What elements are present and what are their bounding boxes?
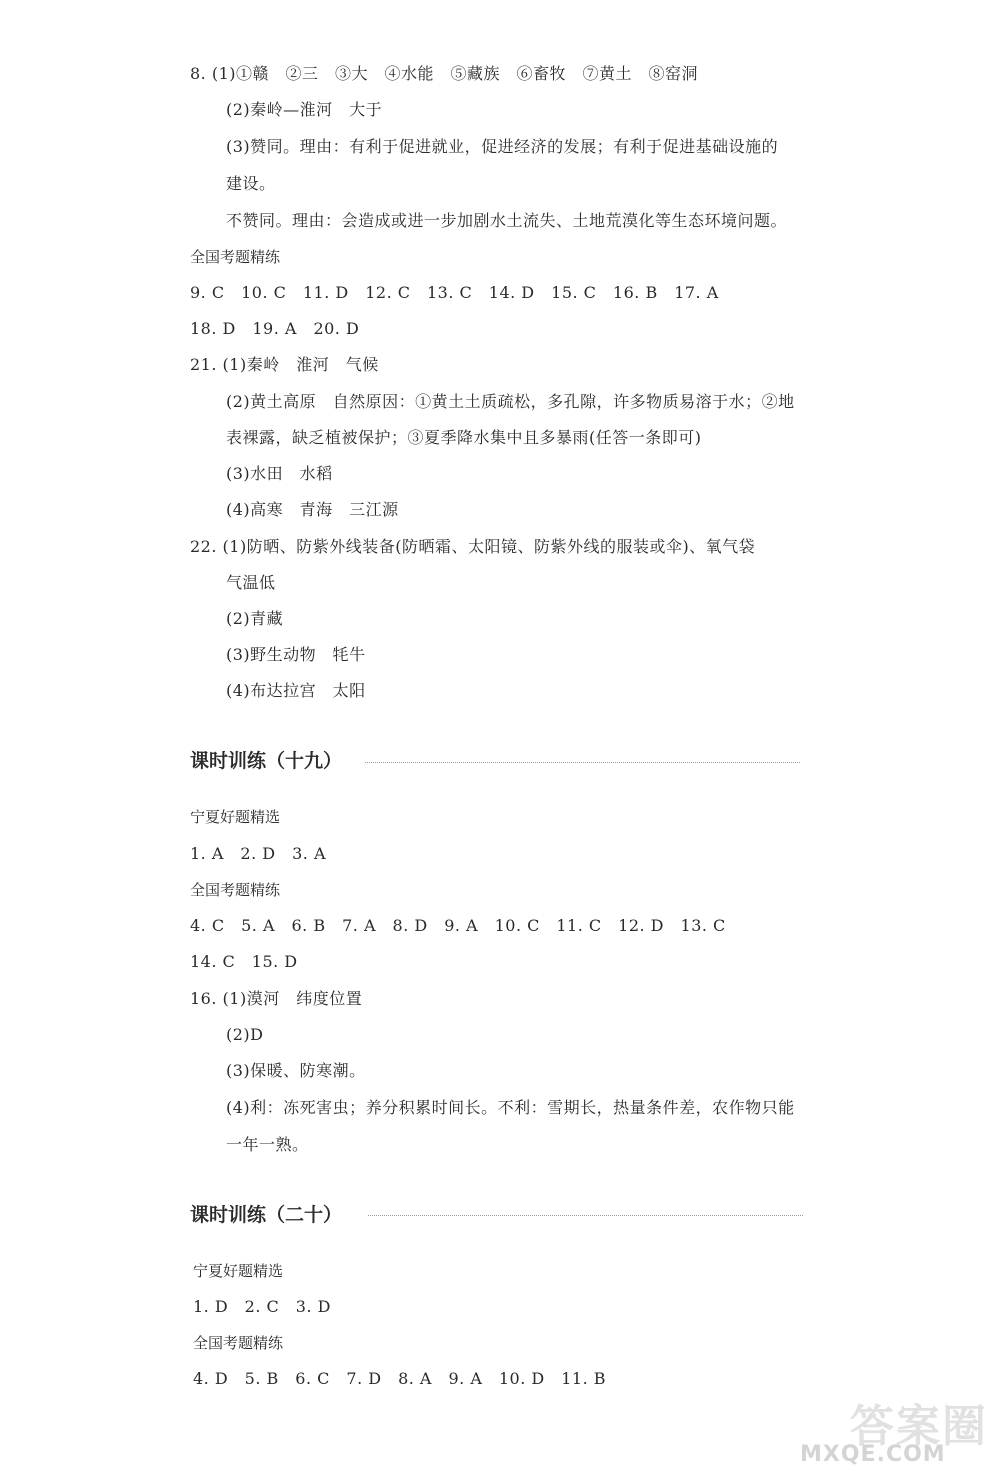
- section-heading-ningxia: 宁夏好题精选: [190, 808, 281, 826]
- mc-answers-row: 4. D 5. B 6. C 7. D 8. A 9. A 10. D 11. B: [193, 1369, 607, 1388]
- section-divider: [365, 762, 800, 763]
- q22-part1-line1: 22. (1)防晒、防紫外线装备(防晒霜、太阳镜、防紫外线的服装或伞)、氧气袋: [190, 537, 756, 556]
- q8-part1: 8. (1)①赣 ②三 ③大 ④水能 ⑤藏族 ⑥畜牧 ⑦黄土 ⑧窑洞: [190, 64, 699, 83]
- watermark-logo: [800, 1390, 990, 1470]
- q22-part1-line2: 气温低: [226, 573, 276, 592]
- section-heading-national: 全国考题精练: [190, 248, 281, 266]
- section-heading-national: 全国考题精练: [193, 1334, 284, 1352]
- watermark-text-bottom: MXQE.COM: [800, 1442, 946, 1467]
- q22-part4: (4)布达拉宫 太阳: [226, 681, 366, 700]
- mc-answers-row: 9. C 10. C 11. D 12. C 13. C 14. D 15. C 16. B 17. A: [190, 283, 719, 302]
- q16-part4-line1: (4)利：冻死害虫；养分积累时间长。不利：雪期长，热量条件差，农作物只能: [226, 1098, 795, 1117]
- q16-part3: (3)保暖、防寒潮。: [226, 1061, 366, 1080]
- lesson-20-title: 课时训练（二十）: [190, 1204, 343, 1226]
- q22-part3: (3)野生动物 牦牛: [226, 645, 366, 664]
- q8-part3-line3: 不赞同。理由：会造成或进一步加剧水土流失、土地荒漠化等生态环境问题。: [226, 211, 788, 230]
- q16-part2: (2)D: [226, 1025, 264, 1044]
- q16-part4-line2: 一年一熟。: [226, 1135, 309, 1154]
- lesson-19-title: 课时训练（十九）: [190, 750, 343, 772]
- mc-answers-row: 4. C 5. A 6. B 7. A 8. D 9. A 10. C 11. C 12. D 13. C: [190, 916, 726, 935]
- section-heading-ningxia: 宁夏好题精选: [193, 1262, 284, 1280]
- ningxia-answers-row: 1. A 2. D 3. A: [190, 844, 326, 863]
- q8-part3-line2: 建设。: [226, 174, 276, 193]
- mc-answers-row: 18. D 19. A 20. D: [190, 319, 360, 338]
- q21-part3: (3)水田 水稻: [226, 464, 333, 483]
- q16-part1: 16. (1)漠河 纬度位置: [190, 989, 363, 1008]
- watermark-text-top: 答案圈: [850, 1401, 988, 1452]
- ningxia-answers-row: 1. D 2. C 3. D: [193, 1297, 331, 1316]
- q21-part2-line2: 表裸露，缺乏植被保护；③夏季降水集中且多暴雨(任答一条即可): [226, 428, 702, 447]
- q8-part2: (2)秦岭—淮河 大于: [226, 100, 383, 119]
- q21-part4: (4)高寒 青海 三江源: [226, 500, 399, 519]
- q21-part1: 21. (1)秦岭 淮河 气候: [190, 355, 379, 374]
- section-heading-national: 全国考题精练: [190, 881, 281, 899]
- q21-part2-line1: (2)黄土高原 自然原因：①黄土土质疏松，多孔隙，许多物质易溶于水；②地: [226, 392, 795, 411]
- q8-part3-line1: (3)赞同。理由：有利于促进就业，促进经济的发展；有利于促进基础设施的: [226, 137, 779, 156]
- q22-part2: (2)青藏: [226, 609, 284, 628]
- section-divider: [368, 1215, 803, 1216]
- mc-answers-row: 14. C 15. D: [190, 952, 298, 971]
